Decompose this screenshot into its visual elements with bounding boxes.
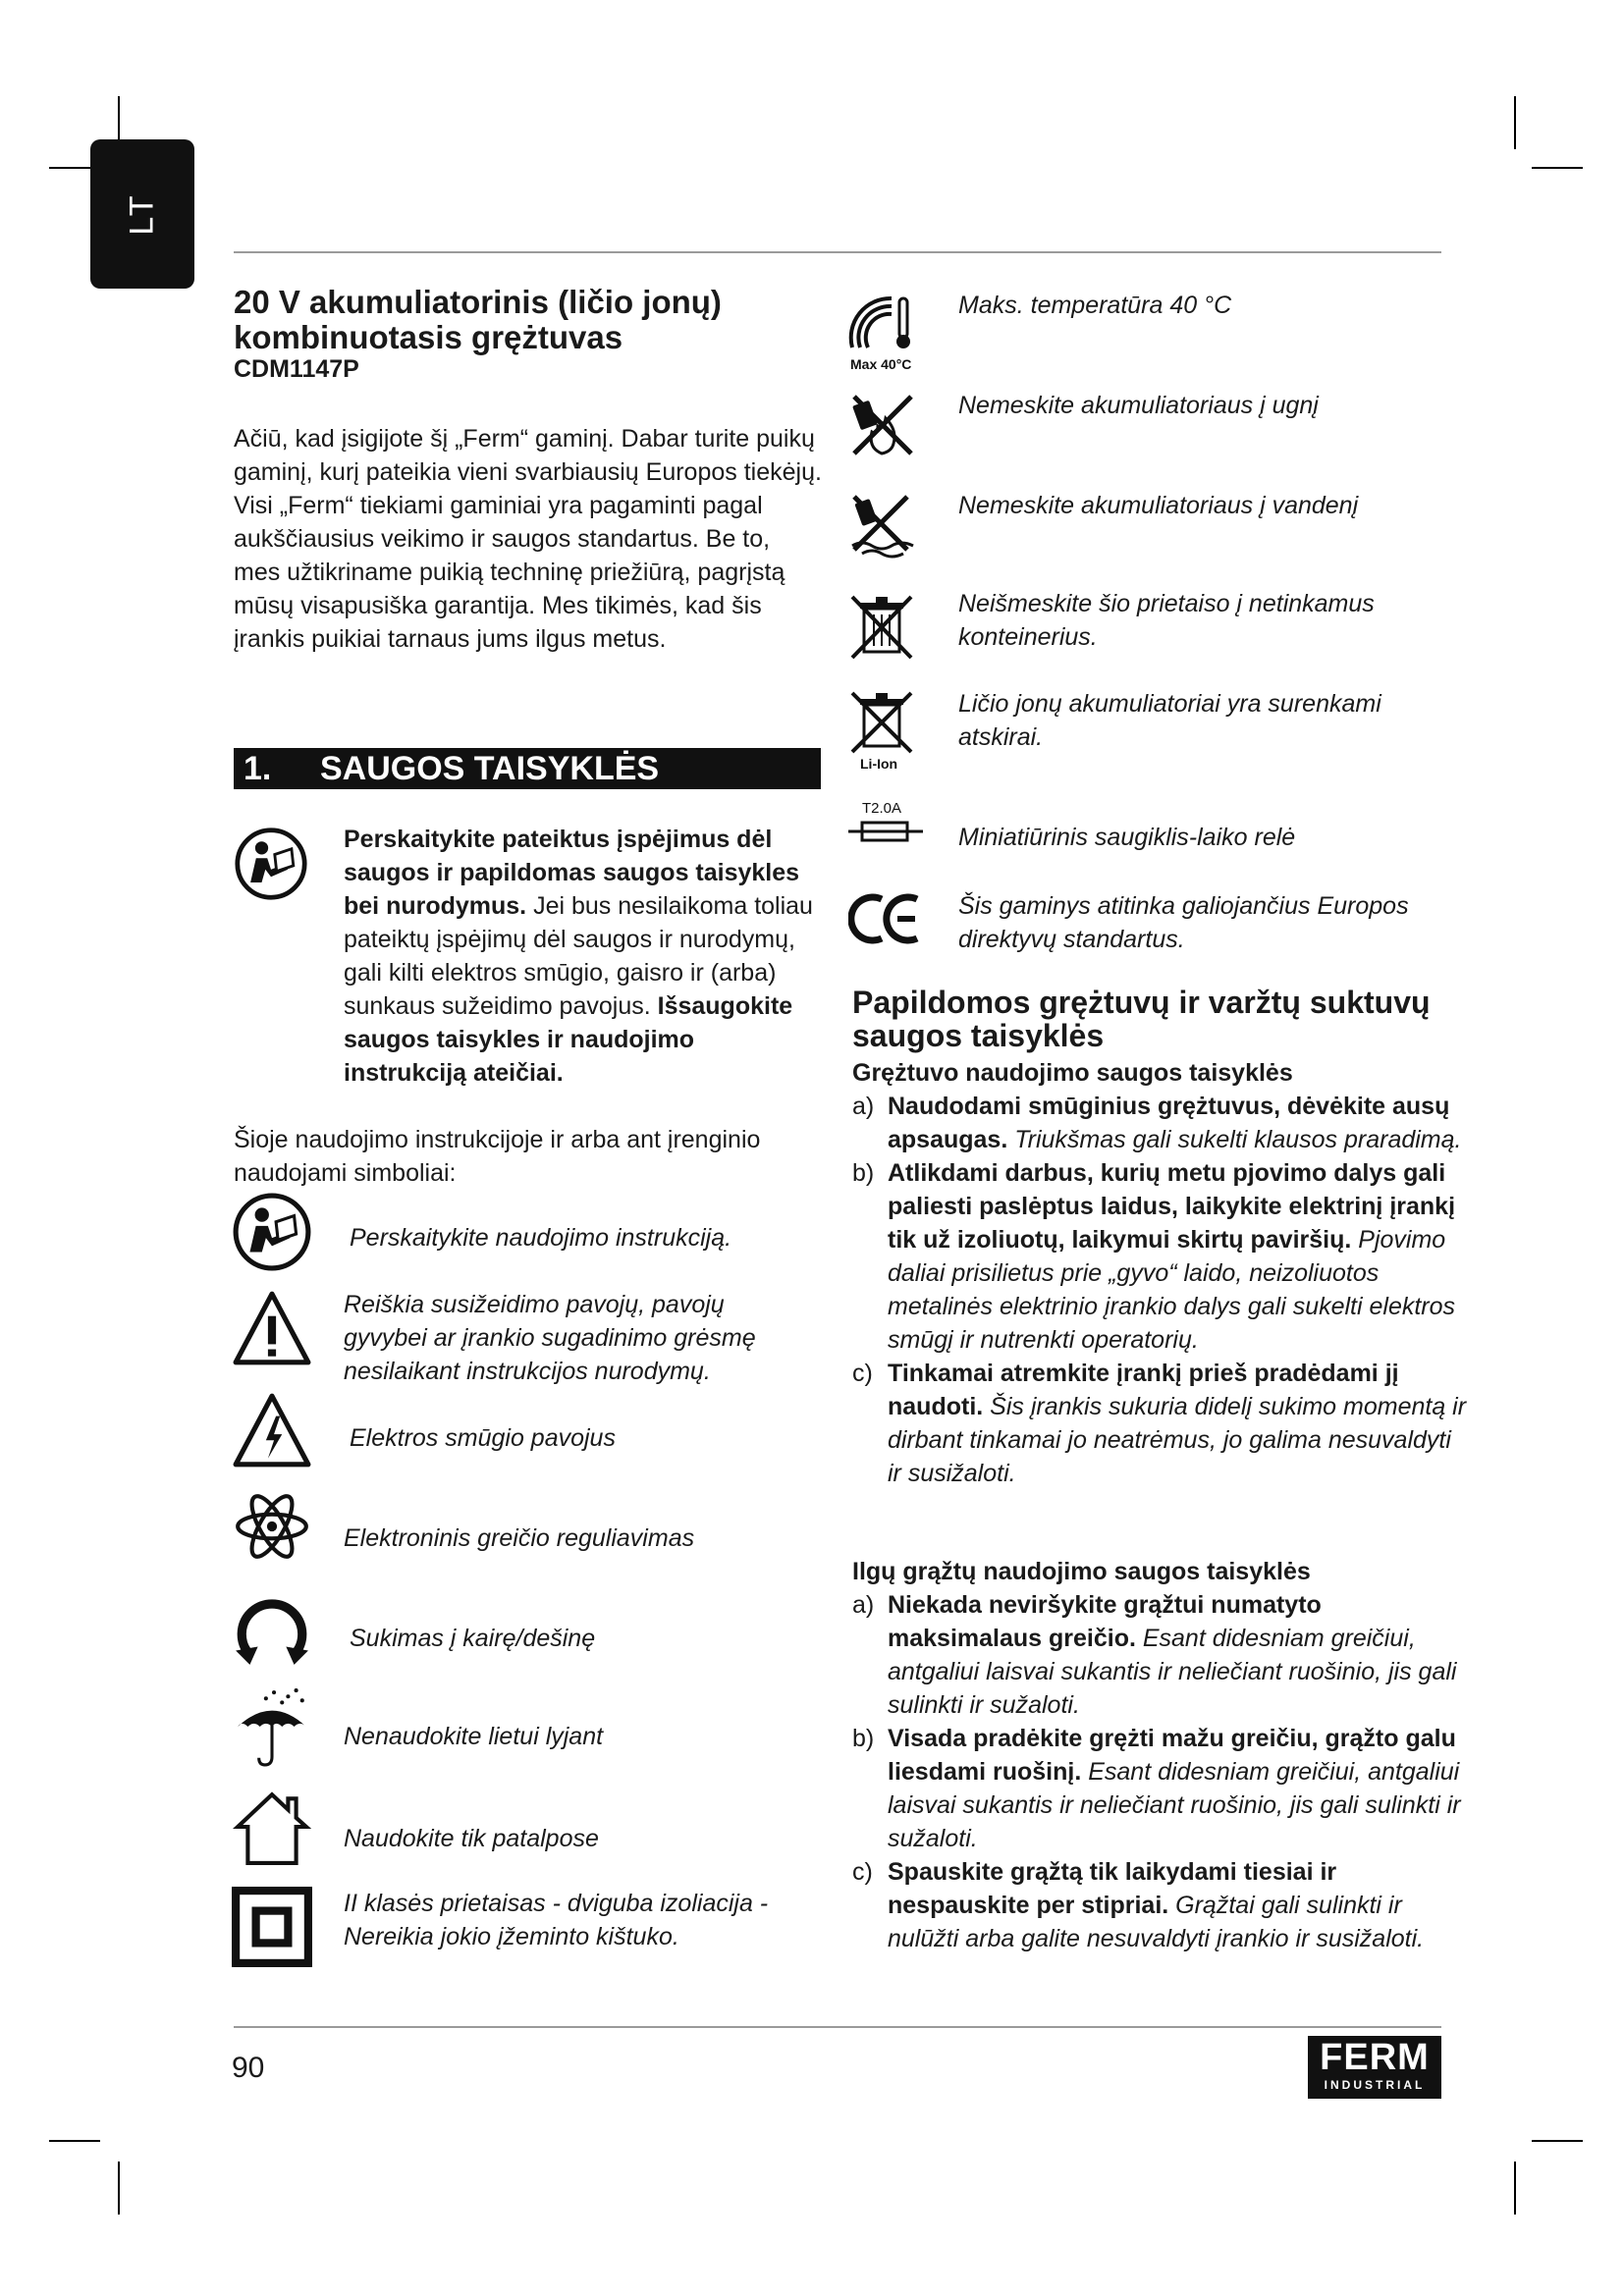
crop-mark: [1514, 2162, 1516, 2215]
item-italic: Esant didesniam greičiui, antgaliui laisvai sukantis ir neliečiant ruošinio, jis gali sulinkti ir sužaloti.: [888, 1625, 1457, 1719]
bottom-rule: [234, 2026, 1441, 2028]
symbol-text: II klasės prietaisas - dviguba izoliacija - Nereikia jokio įžeminto kištuko.: [344, 1890, 769, 1950]
item-bold: Tinkamai atremkite įrankį prieš pradėdami jį naudoti.: [888, 1360, 1399, 1420]
language-label: LT: [123, 192, 161, 236]
list-item: [852, 1722, 1471, 1855]
top-rule: [234, 251, 1441, 253]
item-italic: Esant didesniam greičiui, antgaliui laisvai sukantis ir neliečiant ruošinio, jis gali sulinkti ir sužaloti.: [888, 1758, 1461, 1852]
symbol-text: Nemeskite akumuliatoriaus į vandenį: [958, 492, 1359, 519]
symbol-text: Nenaudokite lietui lyjant: [344, 1723, 604, 1750]
list-item: [852, 1090, 1471, 1156]
symbol-text: Perskaitykite naudojimo instrukciją.: [350, 1224, 732, 1252]
page-number: 90: [232, 2052, 265, 2084]
symbol-text: Miniatiūrinis saugiklis-laiko relė: [958, 824, 1296, 851]
group-heading: Ilgų grąžtų naudojimo saugos taisyklės: [852, 1558, 1311, 1585]
li-ion-label: Li-Ion: [860, 756, 898, 772]
logo-brand: FERM: [1320, 2037, 1430, 2078]
symbol-text: Elektroninis greičio reguliavimas: [344, 1524, 695, 1552]
no-fire-icon: [848, 391, 917, 459]
item-bold: Naudodami smūginius grężtuvus, dėvėkite ausų apsaugas.: [888, 1093, 1450, 1153]
crop-mark: [1532, 167, 1583, 169]
fuse-icon: [848, 797, 923, 848]
logo-subtitle: INDUSTRIAL: [1324, 2078, 1426, 2092]
crop-mark: [1532, 2140, 1583, 2142]
item-italic: Pjovimo daliai prisilietus prie „gyvo“ laido, neizoliuotos metalinės elektrinio įrankio dalys gali sukelti elektros smūgį ir nutrenkti operatorių.: [888, 1226, 1456, 1354]
symbol-text: Ličio jonų akumuliatoriai yra surenkami atskirai.: [958, 690, 1381, 751]
symbol-text: Šis gaminys atitinka galiojančius Europos direktyvų standartus.: [958, 892, 1409, 953]
warning-triangle-icon: [232, 1288, 312, 1368]
symbol-text: Maks. temperatūra 40 °C: [958, 292, 1232, 319]
drill-rules: [852, 1056, 1471, 1490]
electronic-speed-icon: [232, 1486, 312, 1567]
additional-rules-title: Papildomos grężtuvų ir varžtų suktuvų saugos taisyklės: [852, 985, 1431, 1053]
rain-umbrella-icon: [232, 1686, 312, 1767]
symbol-text: Naudokite tik patalpose: [344, 1825, 599, 1852]
indoor-house-icon: [232, 1787, 312, 1867]
ce-mark-icon: [848, 889, 923, 948]
symbol-text: Sukimas į kairę/dešinę: [350, 1625, 596, 1652]
crop-mark: [1514, 96, 1516, 149]
fuse-label: T2.0A: [862, 800, 902, 817]
model-number: CDM1147P: [234, 355, 359, 383]
item-marker: b): [852, 1159, 875, 1187]
language-tab: [90, 139, 194, 289]
symbol-text: Nemeskite akumuliatoriaus į ugnį: [958, 392, 1319, 419]
item-italic: Grąžtai gali sulinkti ir nulūžti arba galite nesuvaldyti įrankio ir susižaloti.: [888, 1892, 1425, 1952]
page-title: 20 V akumuliatorinis (ličio jonų) kombinuotasis grężtuvas: [234, 284, 722, 355]
warning-bold-save: Išsaugokite saugos taisykles ir naudojimo instrukciją ateičiai.: [344, 992, 793, 1087]
item-bold: Visada pradėkite grężti mažu greičiu, grąžto galu liesdami ruošinį.: [888, 1725, 1456, 1786]
read-manual-icon: [232, 1192, 312, 1272]
no-water-icon: [848, 491, 917, 560]
item-bold: Niekada neviršykite grąžtui numatyto maksimalaus greičio.: [888, 1591, 1322, 1652]
item-bold: Atlikdami darbus, kurių metu pjovimo dalys gali paliesti paslėptus laidus, laikykite elektrinį įrankį tik už izoliuotų, laikymui skirtų paviršių.: [888, 1159, 1456, 1254]
crop-mark: [118, 2162, 120, 2215]
item-marker: a): [852, 1591, 875, 1619]
section-heading: [234, 748, 821, 789]
symbol-text: Elektros smūgio pavojus: [350, 1424, 616, 1452]
group-heading: Grężtuvo naudojimo saugos taisyklės: [852, 1059, 1293, 1087]
item-marker: c): [852, 1360, 873, 1387]
crop-mark: [49, 2140, 100, 2142]
intro-paragraph: Ačiū, kad įsigijote šį „Ferm“ gaminį. Dabar turite puikų gaminį, kurį pateikia vieni svarbiausių Europos tiekėjų. Visi „Ferm“ tiekiami gaminiai yra pagaminti pagal aukščiausius veikimo ir saugos standartus. Be to, mes užtikriname puikią techninę priežiūrą, pagrįstą mūsų visapusiška garantija. Mes tikimės, kad šis įrankis puikiai tarnaus jums ilgus metus.: [234, 425, 822, 653]
item-italic: Šis įrankis sukuria didelį sukimo momentą ir dirbant tinkamai jo neatrėmus, jo galima nesuvaldyti ir susižaloti.: [888, 1393, 1467, 1487]
warning-lead: [234, 823, 823, 1090]
item-italic: Triukšmas gali sukelti klausos praradimą.: [1007, 1126, 1462, 1153]
list-item: [852, 1855, 1471, 1955]
li-ion-bin-icon: [848, 691, 917, 772]
ferm-logo: [1308, 2036, 1441, 2099]
warning-text: Jei bus nesilaikoma toliau pateiktų įspėjimų dėl saugos ir nurodymų, gali kilti elektros smūgio, gaisro ir (arba) sunkaus sužeidimo pavojus.: [344, 892, 813, 1020]
list-item: [852, 1156, 1471, 1357]
temperature-icon-label: Max 40°C: [850, 356, 912, 372]
list-item: [852, 1588, 1471, 1722]
item-marker: c): [852, 1858, 873, 1886]
item-marker: a): [852, 1093, 875, 1120]
symbol-text: Neišmeskite šio prietaiso į netinkamus konteinerius.: [958, 590, 1375, 651]
double-insulation-icon: [232, 1887, 312, 1967]
section-title: SAUGOS TAISYKLĖS: [320, 750, 660, 787]
long-bit-rules: [852, 1555, 1471, 1955]
list-item: [852, 1357, 1471, 1490]
crossed-bin-icon: [848, 591, 917, 660]
section-number: 1.: [244, 750, 272, 787]
electric-shock-icon: [232, 1390, 312, 1470]
item-marker: b): [852, 1725, 875, 1752]
symbol-text: Reiškia susižeidimo pavojų, pavojų gyvybei ar įrankio sugadinimo grėsmę nesilaikant instrukcijos nurodymų.: [344, 1291, 756, 1385]
rotation-icon: [232, 1588, 312, 1669]
symbols-intro: Šioje naudojimo instrukcijoje ir arba ant įrenginio naudojami simboliai:: [234, 1126, 761, 1187]
warning-bold-intro: Perskaitykite pateiktus įspėjimus dėl saugos ir papildomas saugos taisykles bei nurodymus.: [344, 826, 800, 920]
warning-paragraph: [234, 823, 823, 1090]
item-bold: Spauskite grąžtą tik laikydami tiesiai ir nespauskite per stipriai.: [888, 1858, 1337, 1919]
max-temperature-icon: [848, 289, 923, 373]
